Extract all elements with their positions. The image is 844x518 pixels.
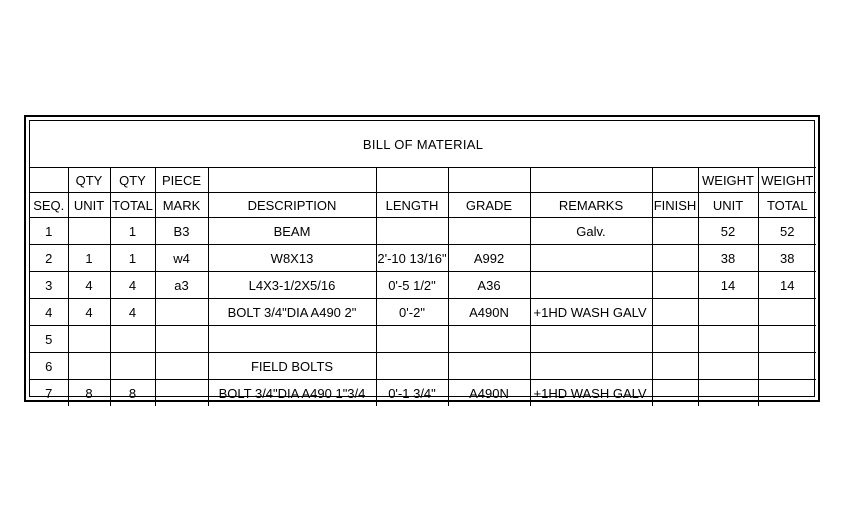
header-piece-mark: MARK [155,193,208,218]
cell-finish [652,353,698,380]
cell-weight-total [758,326,816,353]
cell-finish [652,380,698,407]
cell-seq: 7 [30,380,68,407]
cell-weight-unit [698,299,758,326]
table-row [30,299,816,326]
cell-description: BEAM [208,218,376,245]
bill-of-material-sheet [24,115,820,402]
cell-weight-total: 52 [758,218,816,245]
cell-finish [652,326,698,353]
cell-description [208,326,376,353]
cell-qty-total: 1 [110,245,155,272]
cell-description: BOLT 3/4"DIA A490 2" [208,299,376,326]
cell-seq: 3 [30,272,68,299]
header-finish: FINISH [652,193,698,218]
cell-weight-unit: 38 [698,245,758,272]
header-description [208,168,376,193]
cell-length [376,353,448,380]
header-grade [448,168,530,193]
cell-seq: 5 [30,326,68,353]
cell-weight-unit [698,353,758,380]
header-row-top [30,168,816,193]
header-seq: SEQ. [30,193,68,218]
cell-qty-unit: 1 [68,245,110,272]
cell-weight-total: 14 [758,272,816,299]
cell-grade: A992 [448,245,530,272]
cell-qty-unit [68,218,110,245]
table-body [30,121,816,406]
cell-qty-total: 4 [110,272,155,299]
cell-weight-total [758,380,816,407]
cell-seq: 4 [30,299,68,326]
cell-qty-total [110,326,155,353]
table-row [30,326,816,353]
cell-remarks [530,326,652,353]
cell-description: BOLT 3/4"DIA A490 1"3/4 [208,380,376,407]
cell-weight-unit [698,380,758,407]
cell-weight-total: 38 [758,245,816,272]
cell-description: W8X13 [208,245,376,272]
cell-length: 2'-10 13/16" [376,245,448,272]
header-remarks: REMARKS [530,193,652,218]
header-seq [30,168,68,193]
cell-weight-unit: 52 [698,218,758,245]
table-row [30,245,816,272]
header-weight-total: WEIGHT [758,168,816,193]
cell-remarks [530,245,652,272]
cell-qty-unit [68,353,110,380]
cell-qty-total: 8 [110,380,155,407]
cell-finish [652,299,698,326]
header-finish [652,168,698,193]
cell-length: 0'-2" [376,299,448,326]
cell-grade: A490N [448,380,530,407]
cell-grade [448,326,530,353]
header-length [376,168,448,193]
cell-seq: 2 [30,245,68,272]
cell-remarks: Galv. [530,218,652,245]
table-row [30,218,816,245]
title-row [30,121,816,168]
header-piece-mark: PIECE [155,168,208,193]
table-row [30,353,816,380]
header-remarks [530,168,652,193]
cell-qty-total: 1 [110,218,155,245]
bill-of-material-table [30,121,816,406]
table-row [30,380,816,407]
header-qty-total: TOTAL [110,193,155,218]
cell-length: 0'-5 1/2" [376,272,448,299]
cell-weight-total [758,299,816,326]
header-grade: GRADE [448,193,530,218]
table-title: BILL OF MATERIAL [30,121,816,168]
cell-finish [652,218,698,245]
cell-length: 0'-1 3/4" [376,380,448,407]
cell-weight-total [758,353,816,380]
cell-length [376,326,448,353]
table-row [30,272,816,299]
cell-piece-mark: w4 [155,245,208,272]
header-weight-unit: WEIGHT [698,168,758,193]
cell-piece-mark [155,353,208,380]
cell-seq: 1 [30,218,68,245]
cell-qty-unit: 4 [68,299,110,326]
cell-qty-unit: 4 [68,272,110,299]
header-qty-unit: UNIT [68,193,110,218]
cell-piece-mark: a3 [155,272,208,299]
cell-piece-mark: B3 [155,218,208,245]
cell-piece-mark [155,326,208,353]
cell-qty-total: 4 [110,299,155,326]
cell-grade: A490N [448,299,530,326]
cell-piece-mark [155,380,208,407]
cell-finish [652,245,698,272]
cell-grade [448,218,530,245]
cell-remarks: +1HD WASH GALV [530,380,652,407]
cell-description: FIELD BOLTS [208,353,376,380]
cell-remarks: +1HD WASH GALV [530,299,652,326]
cell-qty-unit [68,326,110,353]
header-qty-total: QTY [110,168,155,193]
cell-seq: 6 [30,353,68,380]
bill-of-material-frame [29,120,815,401]
cell-finish [652,272,698,299]
cell-remarks [530,272,652,299]
cell-grade [448,353,530,380]
header-weight-unit: UNIT [698,193,758,218]
cell-description: L4X3-1/2X5/16 [208,272,376,299]
header-row-bottom [30,193,816,218]
cell-qty-total [110,353,155,380]
cell-qty-unit: 8 [68,380,110,407]
cell-grade: A36 [448,272,530,299]
cell-weight-unit [698,326,758,353]
cell-weight-unit: 14 [698,272,758,299]
header-description: DESCRIPTION [208,193,376,218]
cell-piece-mark [155,299,208,326]
cell-length [376,218,448,245]
header-qty-unit: QTY [68,168,110,193]
cell-remarks [530,353,652,380]
header-length: LENGTH [376,193,448,218]
header-weight-total: TOTAL [758,193,816,218]
